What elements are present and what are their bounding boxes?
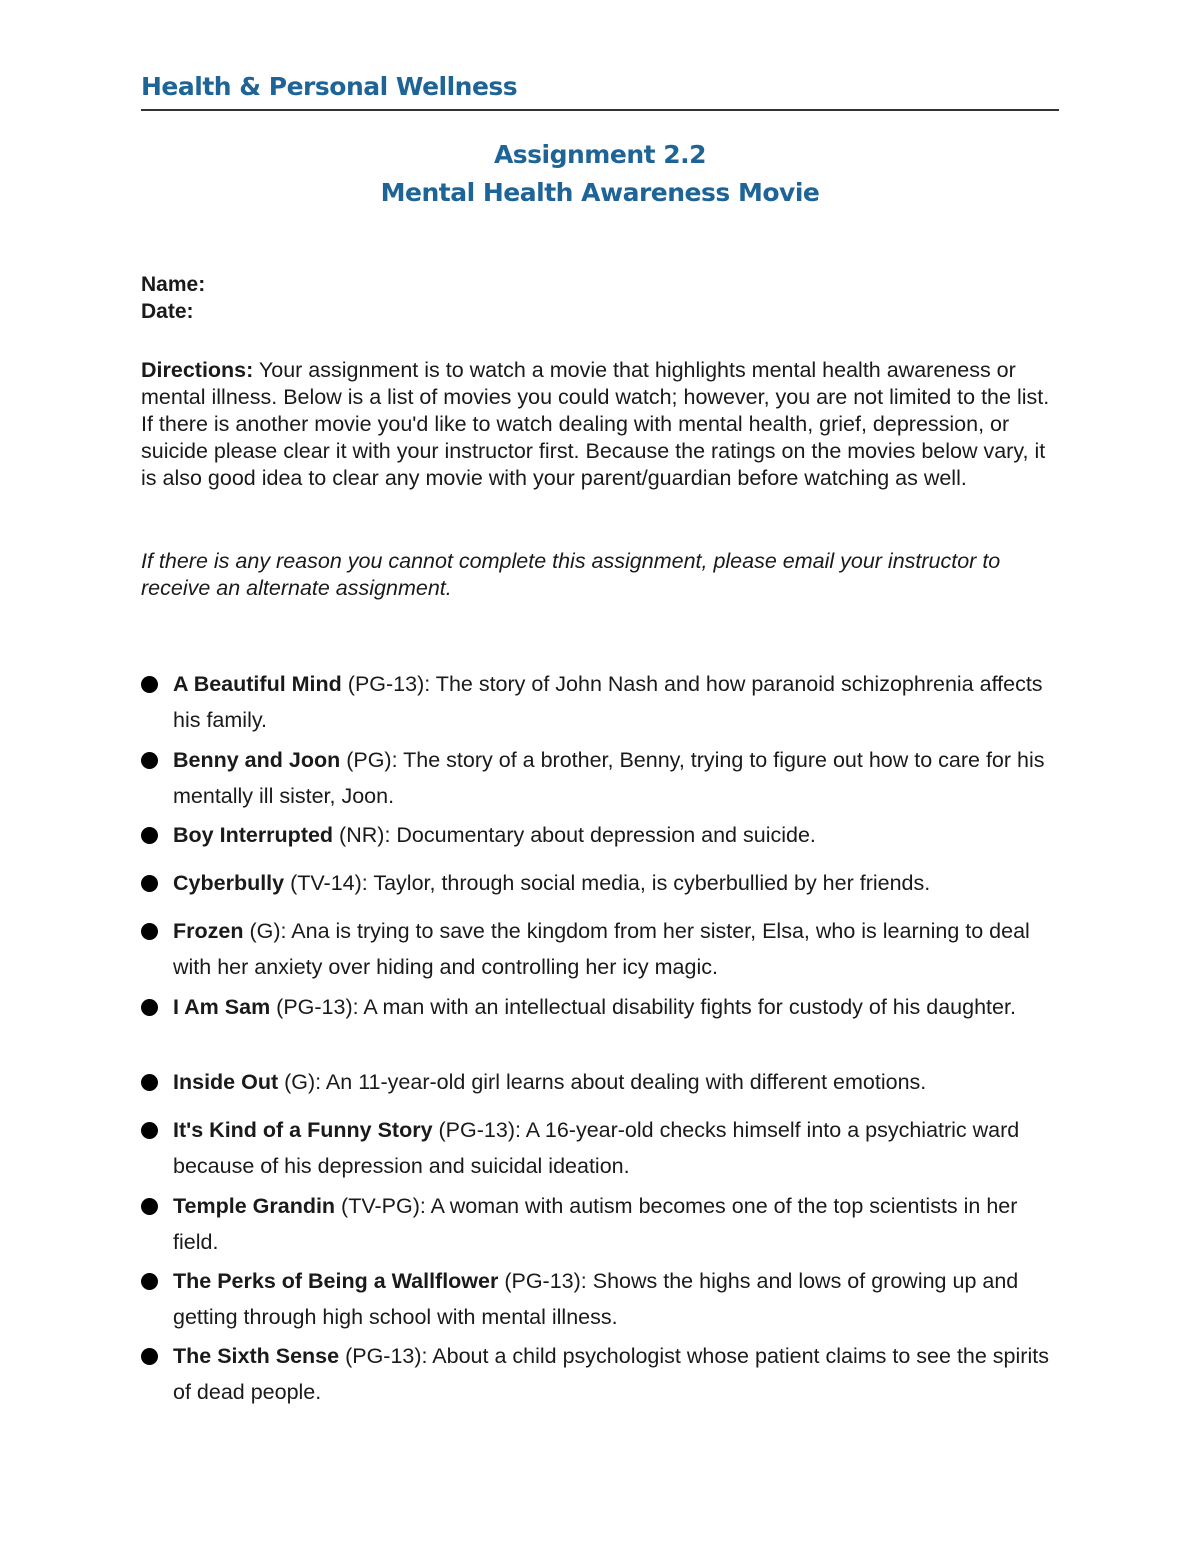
movie-description: : Ana is trying to save the kingdom from her sister, Elsa, who is learning to deal with her anxiety over hiding and controlling her icy magic. <box>173 919 1030 979</box>
bullet-icon <box>141 999 158 1016</box>
movie-description: : Documentary about depression and suicide. <box>384 823 816 847</box>
course-header: Health & Personal Wellness <box>141 72 518 101</box>
movie-list-item <box>141 989 1051 1025</box>
movie-title: Temple Grandin <box>173 1194 336 1218</box>
header-divider <box>141 109 1059 111</box>
assignment-subtitle: Mental Health Awareness Movie <box>380 178 820 207</box>
movie-title: A Beautiful Mind <box>173 672 342 696</box>
movie-description: : Taylor, through social media, is cyberbullied by her friends. <box>361 871 931 895</box>
movie-description: : An 11-year-old girl learns about dealing with different emotions. <box>315 1070 927 1094</box>
movie-rating: (PG-13) <box>341 672 425 696</box>
movie-list-item <box>141 1188 1051 1260</box>
bullet-icon <box>141 1348 158 1365</box>
movie-list-item <box>141 1263 1051 1335</box>
movie-list-item <box>141 742 1051 814</box>
movie-rating: (PG-13) <box>498 1269 581 1293</box>
directions-label: Directions: <box>141 358 254 382</box>
bullet-icon <box>141 1074 158 1091</box>
movie-list-item <box>141 1064 1051 1100</box>
bullet-icon <box>141 827 158 844</box>
bullet-icon <box>141 1122 158 1139</box>
bullet-icon <box>141 923 158 940</box>
bullet-icon <box>141 1198 158 1215</box>
movie-description: : A 16-year-old checks himself into a psychiatric ward because of his depression and suicidal ideation. <box>173 1118 1020 1178</box>
movie-title: It's Kind of a Funny Story <box>173 1118 433 1142</box>
movie-list-item <box>141 1338 1051 1410</box>
movie-description: : About a child psychologist whose patient claims to see the spirits of dead people. <box>173 1344 1049 1404</box>
movie-title: Inside Out <box>173 1070 279 1094</box>
movie-list-item <box>141 666 1051 738</box>
movie-rating: (G) <box>243 919 281 943</box>
movie-description: : The story of John Nash and how paranoid schizophrenia affects his family. <box>173 672 1043 732</box>
movie-rating: (PG-13) <box>339 1344 422 1368</box>
assignment-title: Assignment 2.2 <box>493 140 707 169</box>
directions-text: Your assignment is to watch a movie that highlights mental health awareness or mental illness. Below is a list of movies you could watch; however, you are not limited to the list. If there is another movie you'd like to watch dealing with mental health, grief, depression, or suicide please clear it with your instructor first. Because the ratings on the movies below vary, it is also good idea to clear any movie with your parent/guardian before watching as well. <box>141 358 1050 490</box>
bullet-icon <box>141 1273 158 1290</box>
movie-list-item <box>141 1112 1051 1184</box>
movie-title: Benny and Joon <box>173 748 341 772</box>
movie-list-item <box>141 913 1051 985</box>
movie-description: : A man with an intellectual disability fights for custody of his daughter. <box>352 995 1016 1019</box>
movie-title: Boy Interrupted <box>173 823 334 847</box>
date-label: Date: <box>141 300 194 323</box>
movie-rating: (PG-13) <box>270 995 353 1019</box>
movie-description: : The story of a brother, Benny, trying to figure out how to care for his mentally ill sister, Joon. <box>173 748 1045 808</box>
movie-title: I Am Sam <box>173 995 271 1019</box>
directions <box>141 357 1061 492</box>
bullet-icon <box>141 676 158 693</box>
movie-rating: (TV-14) <box>284 871 362 895</box>
movie-description: : A woman with autism becomes one of the top scientists in her field. <box>173 1194 1018 1254</box>
movie-title: The Perks of Being a Wallflower <box>173 1269 499 1293</box>
movie-list-item <box>141 865 1051 901</box>
name-label: Name: <box>141 273 206 296</box>
movie-title: Frozen <box>173 919 244 943</box>
movie-rating: (PG) <box>340 748 392 772</box>
movie-title: The Sixth Sense <box>173 1344 340 1368</box>
movie-rating: (TV-PG) <box>335 1194 420 1218</box>
movie-list-item <box>141 817 1051 853</box>
movie-title: Cyberbully <box>173 871 285 895</box>
bullet-icon <box>141 875 158 892</box>
movie-rating: (PG-13) <box>432 1118 515 1142</box>
bullet-icon <box>141 752 158 769</box>
movie-rating: (NR) <box>333 823 385 847</box>
movie-rating: (G) <box>278 1070 316 1094</box>
alternate-note: If there is any reason you cannot complete this assignment, please email your instructor to receive an alternate assignment. <box>141 549 1001 600</box>
movie-description: : Shows the highs and lows of growing up and getting through high school with mental illness. <box>173 1269 1019 1329</box>
